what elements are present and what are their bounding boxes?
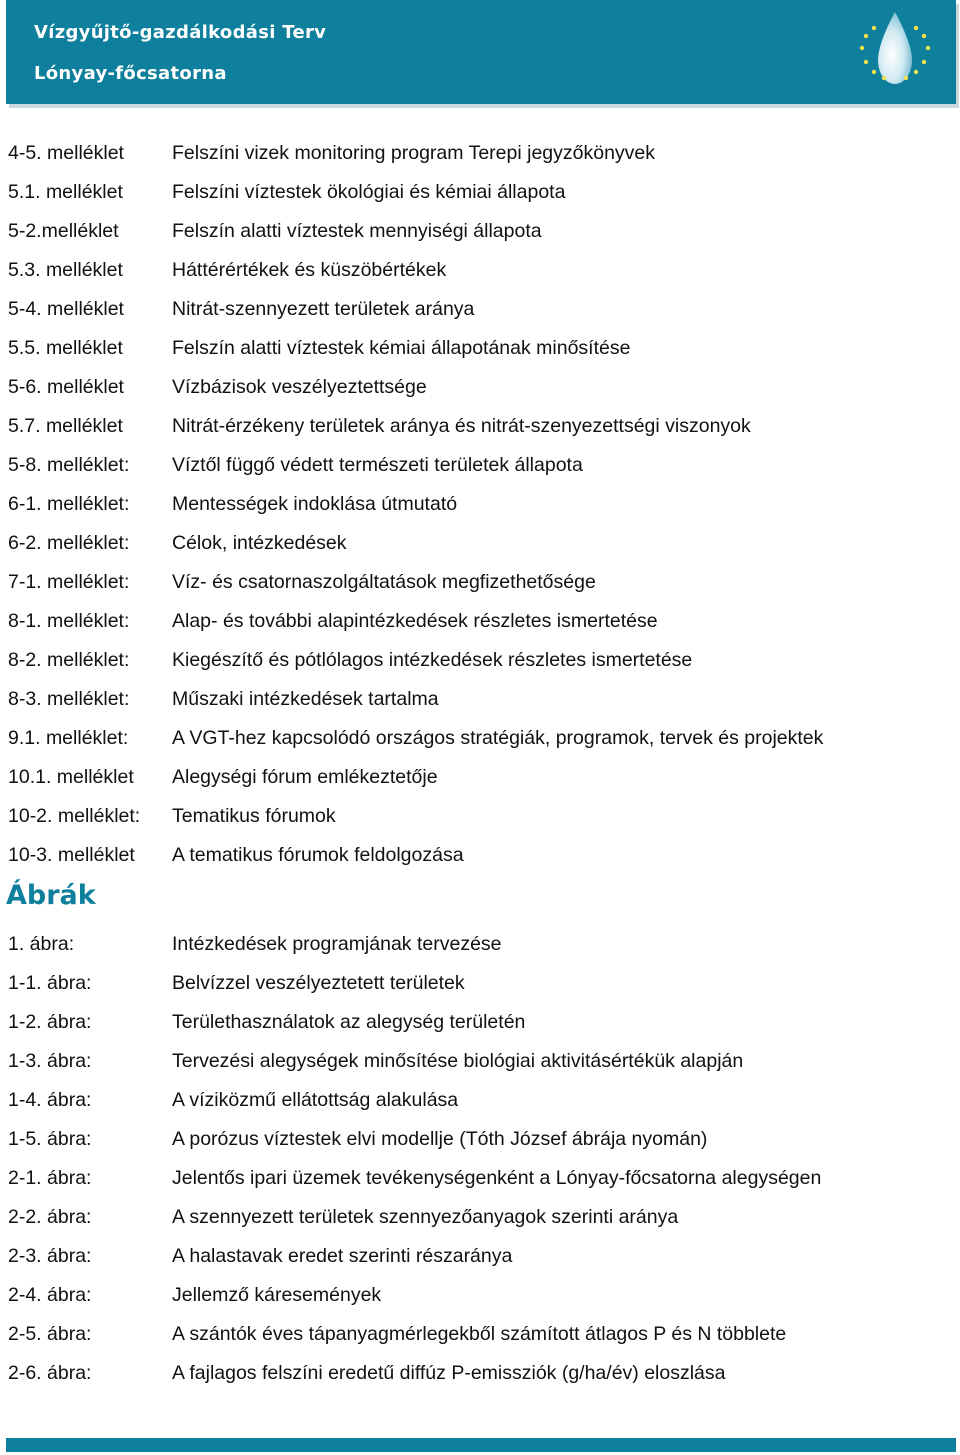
figure-row-label: 1-4. ábra: xyxy=(8,1089,92,1111)
appendix-row-label: 5-8. melléklet: xyxy=(8,454,130,476)
appendix-row-text: Víz- és csatornaszolgáltatások megfizethetősége xyxy=(172,571,596,593)
appendix-row-label: 5-4. melléklet xyxy=(8,298,124,320)
appendix-row-label: 5.5. melléklet xyxy=(8,337,123,359)
figure-row-label: 1-1. ábra: xyxy=(8,972,92,994)
appendix-row-text: Alap- és további alapintézkedések részletes ismertetése xyxy=(172,610,658,632)
figure-row-text: A szennyezett területek szennyezőanyagok szerinti aránya xyxy=(172,1206,679,1228)
appendix-row-text: Mentességek indoklása útmutató xyxy=(172,493,458,515)
appendix-row-text: Alegységi fórum emlékeztetője xyxy=(172,766,438,788)
figure-row-label: 2-6. ábra: xyxy=(8,1362,92,1384)
appendix-row-label: 5-6. melléklet xyxy=(8,376,124,398)
figure-row-label: 2-2. ábra: xyxy=(8,1206,92,1228)
figure-row-text: Jelentős ipari üzemek tevékenységenként a Lónyay-főcsatorna alegységen xyxy=(172,1167,822,1189)
appendix-row-text: Kiegészítő és pótlólagos intézkedések részletes ismertetése xyxy=(172,649,693,671)
figure-row-label: 1-2. ábra: xyxy=(8,1011,92,1033)
appendix-row-text: Tematikus fórumok xyxy=(172,805,336,827)
appendix-row-label: 10-2. melléklet: xyxy=(8,805,141,827)
figure-row-text: Belvízzel veszélyeztetett területek xyxy=(172,972,465,994)
figure-row-text: Tervezési alegységek minősítése biológiai aktivitásértékük alapján xyxy=(172,1050,744,1072)
appendix-row-label: 10.1. melléklet xyxy=(8,766,134,788)
eu-water-drop-logo-icon xyxy=(848,8,942,94)
appendix-row-label: 7-1. melléklet: xyxy=(8,571,130,593)
appendix-row-text: Vízbázisok veszélyeztettsége xyxy=(172,376,427,398)
appendix-row-text: Nitrát-szennyezett területek aránya xyxy=(172,298,475,320)
figure-row-text: Jellemző káresemények xyxy=(172,1284,382,1306)
appendix-row-text: Felszín alatti víztestek kémiai állapotának minősítése xyxy=(172,337,631,359)
figures-heading: Ábrák xyxy=(6,880,96,911)
header-subtitle: Lónyay-főcsatorna xyxy=(34,63,227,84)
figure-row-text: Intézkedések programjának tervezése xyxy=(172,933,502,955)
appendix-row-label: 5.7. melléklet xyxy=(8,415,123,437)
figure-row-label: 2-3. ábra: xyxy=(8,1245,92,1267)
appendix-row-text: Műszaki intézkedések tartalma xyxy=(172,688,439,710)
appendix-row-text: Felszín alatti víztestek mennyiségi állapota xyxy=(172,220,542,242)
appendix-row-label: 5.1. melléklet xyxy=(8,181,123,203)
figure-row-text: A porózus víztestek elvi modellje (Tóth József ábrája nyomán) xyxy=(172,1128,708,1150)
figure-row-label: 1. ábra: xyxy=(8,933,75,955)
figure-row-text: A víziközmű ellátottság alakulása xyxy=(172,1089,459,1111)
appendix-row-text: Felszíni víztestek ökológiai és kémiai állapota xyxy=(172,181,566,203)
appendix-row-text: Háttérértékek és küszöbértékek xyxy=(172,259,447,281)
figure-row-text: A szántók éves tápanyagmérlegekből számított átlagos P és N többlete xyxy=(172,1323,787,1345)
appendix-row-label: 4-5. melléklet xyxy=(8,142,124,164)
appendix-row-label: 8-3. melléklet: xyxy=(8,688,130,710)
footer-bar xyxy=(6,1438,956,1452)
appendix-row-label: 5.3. melléklet xyxy=(8,259,123,281)
appendix-row-label: 8-1. melléklet: xyxy=(8,610,130,632)
appendix-row-label: 10-3. melléklet xyxy=(8,844,135,866)
appendix-row-text: Víztől függő védett természeti területek állapota xyxy=(172,454,583,476)
appendix-row-label: 5-2.melléklet xyxy=(8,220,119,242)
appendix-row-text: Nitrát-érzékeny területek aránya és nitrát-szenyezettségi viszonyok xyxy=(172,415,751,437)
appendix-row-label: 8-2. melléklet: xyxy=(8,649,130,671)
appendix-row-text: A VGT-hez kapcsolódó országos stratégiák, programok, tervek és projektek xyxy=(172,727,824,749)
figure-row-label: 2-1. ábra: xyxy=(8,1167,92,1189)
page-header xyxy=(6,0,956,104)
header-title: Vízgyűjtő-gazdálkodási Terv xyxy=(34,22,327,43)
figure-row-label: 1-3. ábra: xyxy=(8,1050,92,1072)
appendix-row-label: 6-2. melléklet: xyxy=(8,532,130,554)
figure-row-text: Területhasználatok az alegység területén xyxy=(172,1011,526,1033)
figure-row-label: 2-5. ábra: xyxy=(8,1323,92,1345)
figure-row-label: 1-5. ábra: xyxy=(8,1128,92,1150)
appendix-row-text: A tematikus fórumok feldolgozása xyxy=(172,844,464,866)
figure-row-text: A halastavak eredet szerinti részaránya xyxy=(172,1245,513,1267)
appendix-row-label: 6-1. melléklet: xyxy=(8,493,130,515)
figure-row-label: 2-4. ábra: xyxy=(8,1284,92,1306)
appendix-row-text: Célok, intézkedések xyxy=(172,532,347,554)
appendix-row-text: Felszíni vizek monitoring program Terepi jegyzőkönyvek xyxy=(172,142,656,164)
figure-row-text: A fajlagos felszíni eredetű diffúz P-emissziók (g/ha/év) eloszlása xyxy=(172,1362,726,1384)
appendix-row-label: 9.1. melléklet: xyxy=(8,727,129,749)
